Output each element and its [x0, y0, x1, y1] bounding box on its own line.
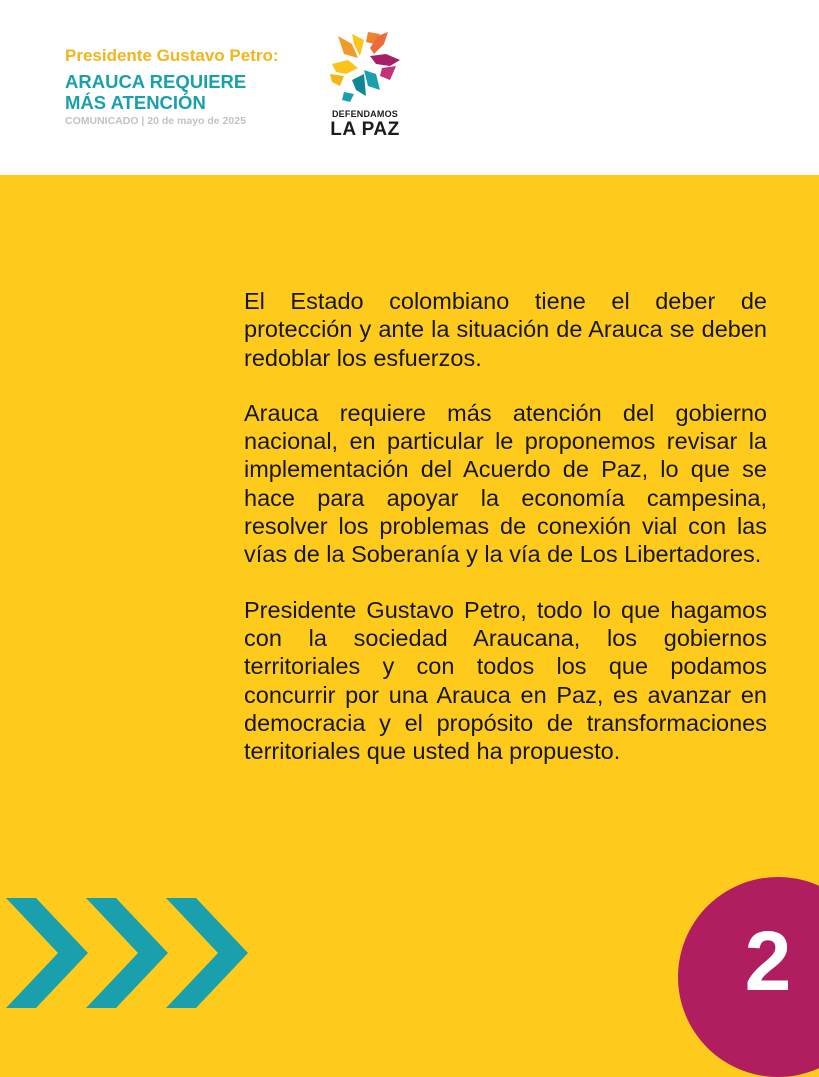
kicker: Presidente Gustavo Petro: [65, 46, 279, 65]
paragraph-3: Presidente Gustavo Petro, todo lo que hagamos con la sociedad Araucana, los gobiernos territoriales y con todos los que podamos concurrir por una Arauca en Paz, es avanzar en democracia y el propósito de transformaciones territoriales que usted ha propuesto. [244, 596, 767, 765]
page-number: 2 [744, 914, 792, 1008]
paragraph-1: El Estado colombiano tiene el deber de protección y ante la situación de Arauca se deben redoblar los esfuerzos. [244, 288, 767, 371]
defendamos-la-paz-logo [325, 30, 405, 140]
headline [65, 71, 246, 113]
headline-line-2: MÁS ATENCIÓN [65, 92, 206, 113]
paragraph-2: Arauca requiere más atención del gobierno nacional, en particular le proponemos revisar la implementación del Acuerdo de Paz, lo que se hace para apoyar la economía campesina, resolver los problemas de conexión vial con las vías de la Soberanía y la vía de Los Libertadores. [244, 399, 767, 568]
origami-birds-pinwheel-icon [330, 30, 400, 105]
logo-text-bottom: LA PAZ [330, 119, 400, 140]
logo-text-top: DEFENDAMOS [331, 109, 398, 119]
communique-date: COMUNICADO | 20 de mayo de 2025 [65, 115, 246, 127]
header [0, 0, 819, 175]
statement-body [244, 287, 767, 792]
headline-line-1: ARAUCA REQUIERE [65, 71, 247, 92]
triple-chevron-right-icon [0, 895, 260, 1024]
